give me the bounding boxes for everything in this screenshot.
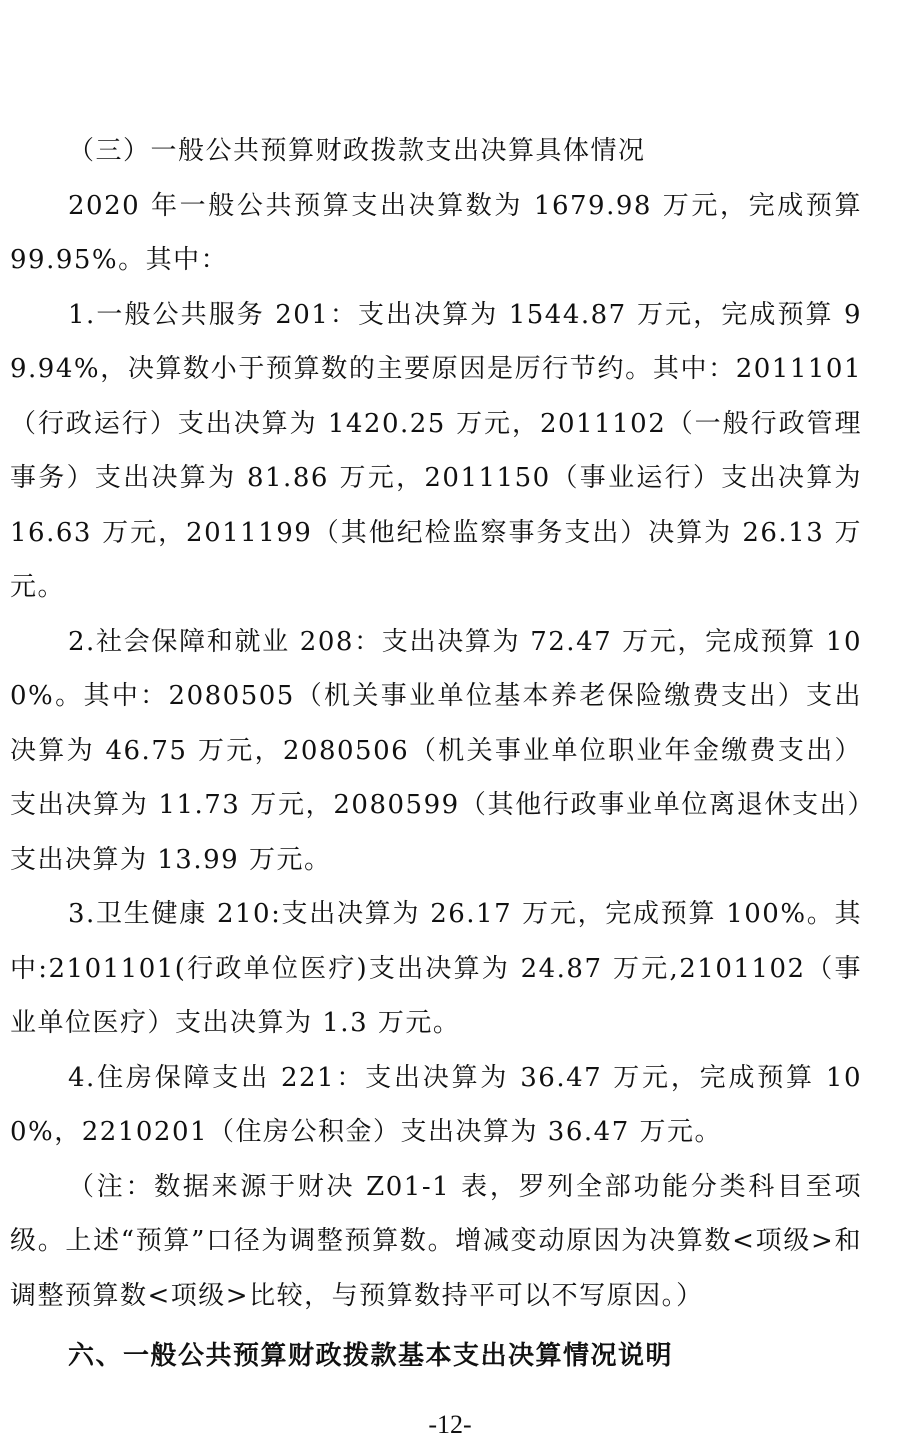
page-number: -12- — [428, 1410, 472, 1439]
item-general-public-services: 1.一般公共服务 201：支出决算为 1544.87 万元，完成预算 99.94%，决算数小于预算数的主要原因是厉行节约。其中：2011101（行政运行）支出决算为 1420.25 万元，2011102（一般行政管理事务）支出决算为 81.86 万元，2011150（事业运行）支出决算为 16.63 万元，2011199（其他纪检监察事务支出）决算为 26.13 万元。 — [10, 299, 862, 602]
summary-paragraph: 2020 年一般公共预算支出决算数为 1679.98 万元，完成预算 99.95%。其中： — [10, 190, 862, 275]
section-title: （三）一般公共预算财政拨款支出决算具体情况 — [68, 136, 646, 166]
note-paragraph: （注：数据来源于财决 Z01-1 表，罗列全部功能分类科目至项级。上述“预算”口径为调整预算数。增减变动原因为决算数<项级>和调整预算数<项级>比较，与预算数持平可以不写原因。） — [10, 1171, 862, 1311]
next-section-heading: 六、一般公共预算财政拨款基本支出决算情况说明 — [68, 1341, 674, 1371]
document-body — [10, 124, 862, 1384]
item-housing: 4.住房保障支出 221：支出决算为 36.47 万元，完成预算 100%，2210201（住房公积金）支出决算为 36.47 万元。 — [10, 1062, 862, 1147]
item-health: 3.卫生健康 210:支出决算为 26.17 万元，完成预算 100%。其中:2101101(行政单位医疗)支出决算为 24.87 万元,2101102（事业单位医疗）支出决算为 1.3 万元。 — [10, 899, 862, 1038]
item-social-security: 2.社会保障和就业 208：支出决算为 72.47 万元，完成预算 100%。其中：2080505（机关事业单位基本养老保险缴费支出）支出决算为 46.75 万元，2080506（机关事业单位职业年金缴费支出）支出决算为 11.73 万元，2080599（其他行政事业单位离退休支出）支出决算为 13.99 万元。 — [10, 626, 862, 875]
